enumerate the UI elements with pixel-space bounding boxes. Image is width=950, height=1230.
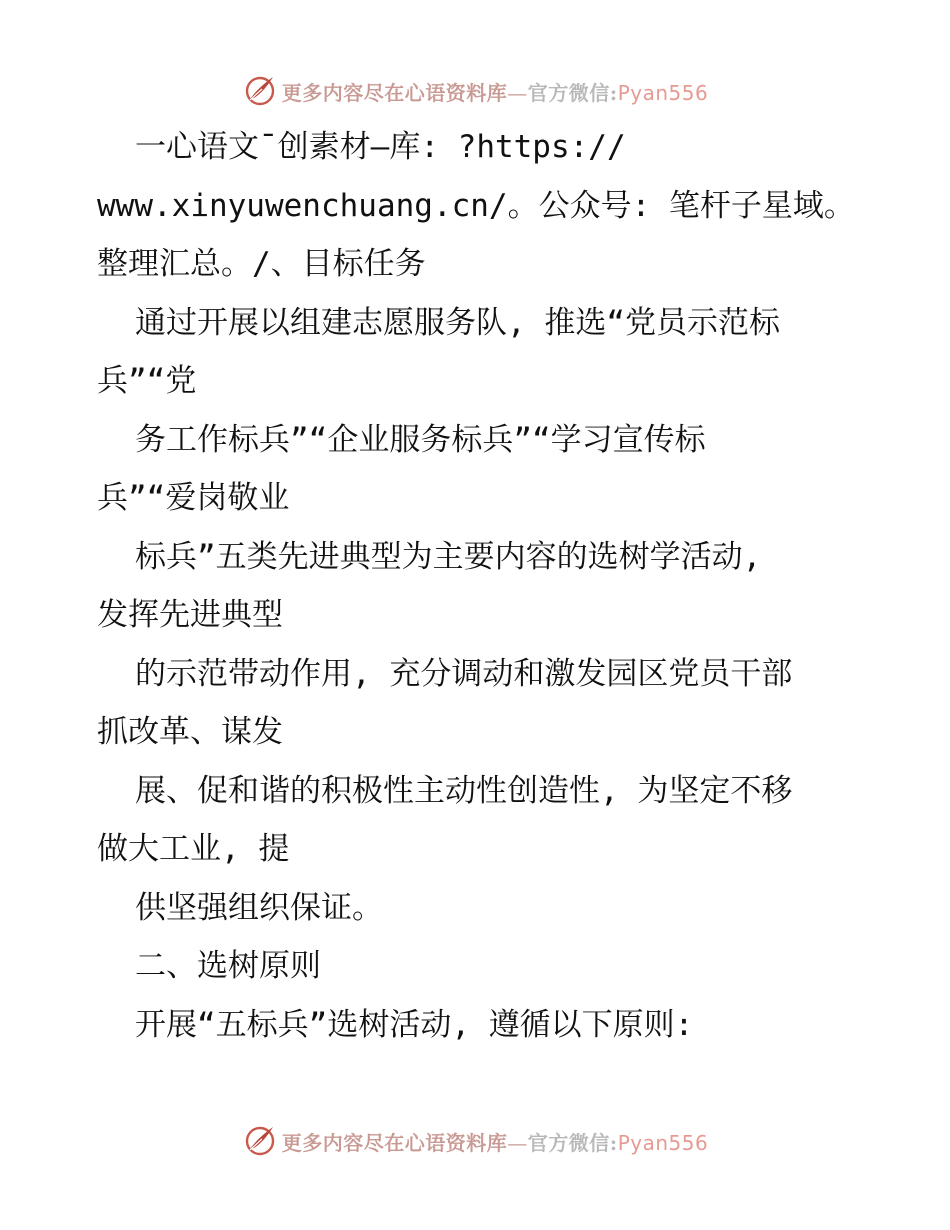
body-line: 开展“五标兵”选树活动, 遵循以下原则: [135,1006,694,1043]
watermark-wechat-id: Pyan556 [617,80,709,105]
body-line: 发挥先进典型 [97,597,283,633]
watermark-dash: — [507,1130,528,1155]
body-line: 一心语文¯创素材—库: ?https:// [135,129,626,165]
document-body [97,118,867,1054]
body-line: 二、选树原则 [135,948,321,984]
body-line: 标兵”五类先进典型为主要内容的选树学活动, [135,538,762,575]
watermark-text [282,77,708,106]
watermark-brand: 更多内容尽在心语资料库 [281,1130,508,1155]
body-line: 的示范带动作用, 充分调动和激发园区党员干部 [135,655,793,692]
body-line: 兵”“爱岗敬业 [97,480,290,516]
body-line: www.xinyuwenchuang.cn/。公众号: 笔杆子星域。 [97,187,855,224]
body-line: 供坚强组织保证。 [135,889,383,926]
header-watermark [0,71,950,111]
body-line: 做大工业, 提 [97,831,290,867]
body-line: 整理汇总。/、目标任务 [97,246,426,282]
watermark-text [282,1127,708,1156]
body-line: 兵”“党 [97,363,197,399]
watermark-dash: — [507,80,528,105]
watermark-official-label: 官方微信: [527,1130,618,1155]
body-line: 展、促和谐的积极性主动性创造性, 为坚定不移 [135,772,793,809]
body-line: 务工作标兵”“企业服务标兵”“学习宣传标 [135,421,706,458]
quill-pen-circle-icon [242,1123,278,1159]
footer-watermark [0,1121,950,1161]
quill-pen-circle-icon [242,73,278,109]
body-line: 通过开展以组建志愿服务队, 推选“党员示范标 [135,304,780,341]
watermark-official-label: 官方微信: [527,80,618,105]
body-line: 抓改革、谋发 [97,714,283,750]
watermark-brand: 更多内容尽在心语资料库 [281,80,508,105]
watermark-wechat-id: Pyan556 [617,1130,709,1155]
